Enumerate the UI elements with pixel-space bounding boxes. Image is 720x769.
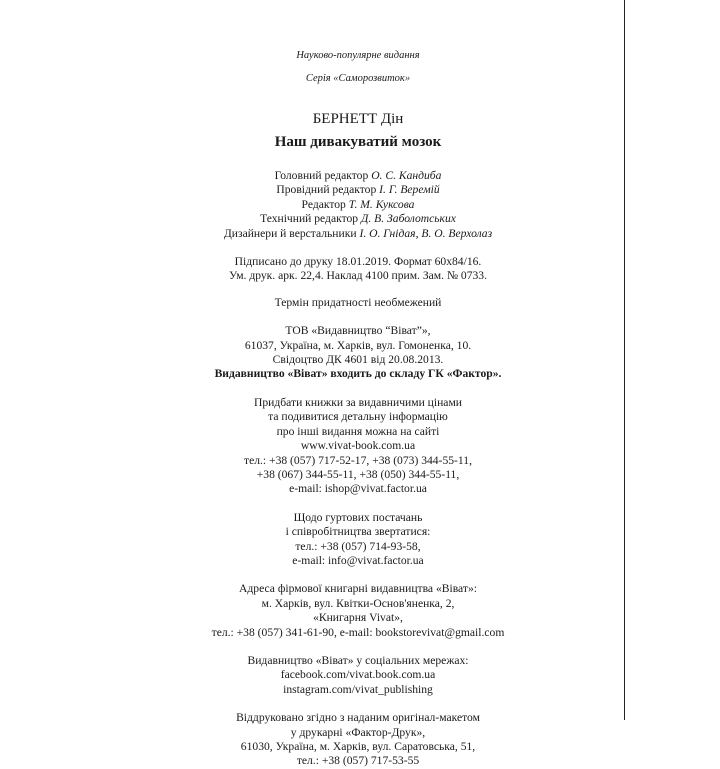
editor-line	[0, 169, 716, 183]
bookstore-name: «Книгарня Vivat»,	[313, 611, 403, 625]
instagram-link: instagram.com/vivat_publishing	[283, 682, 433, 696]
publisher-block	[0, 324, 716, 382]
facebook-link: facebook.com/vivat.book.com.ua	[280, 668, 436, 682]
printer-line: Віддруковано згідно з наданим оригінал-макетом	[236, 711, 480, 725]
editor-name: Т. М. Куксова	[348, 197, 415, 211]
printer-address: 61030, Україна, м. Харків, вул. Саратовська, 51,	[240, 740, 476, 753]
editor-name: О. С. Кандиба	[371, 169, 442, 182]
book-title: Наш дивакуватий мозок	[274, 134, 442, 150]
order-line: про інші видання можна на сайті	[276, 424, 440, 438]
order-line: Придбати книжки за видавничими цінами	[254, 395, 462, 409]
bookstore-address: м. Харків, вул. Квітки-Основ'яненка, 2,	[261, 596, 455, 610]
wholesale-line: і співробітництва звертатися:	[285, 525, 431, 539]
editor-name: І. Г. Веремій	[379, 183, 440, 197]
editor-role: Головний редактор	[274, 169, 372, 182]
order-phones: +38 (067) 344-55-11, +38 (050) 344-55-11,	[256, 467, 460, 481]
editor-line	[0, 183, 716, 197]
publisher-line: ТОВ «Видавництво “Віват”»,	[285, 324, 431, 338]
wholesale-block	[0, 511, 716, 569]
printer-line: у друкарні «Фактор-Друк»,	[290, 725, 426, 739]
order-email: e-mail: ishop@vivat.factor.ua	[289, 482, 427, 496]
social-heading: Видавництво «Віват» у соціальних мережах:	[247, 653, 469, 667]
order-website: www.vivat-book.com.ua	[300, 439, 416, 453]
bookstore-contacts: тел.: +38 (057) 341-61-90, e-mail: bookstorevivat@gmail.com	[211, 625, 505, 639]
wholesale-email: e-mail: info@vivat.factor.ua	[292, 553, 424, 567]
book-author: БЕРНЕТТ Дін	[312, 111, 404, 127]
editor-line	[0, 227, 716, 241]
social-media-block	[0, 654, 716, 697]
editor-line	[0, 198, 716, 212]
wholesale-phone: тел.: +38 (057) 714-93-58,	[295, 539, 421, 553]
bookstore-block	[0, 582, 716, 640]
shelf-life-block	[0, 296, 716, 310]
editor-line	[0, 212, 716, 226]
order-phones: тел.: +38 (057) 717-52-17, +38 (073) 344-55-11,	[244, 453, 472, 467]
editor-name: І. О. Гнідая, В. О. Верхолаз	[359, 226, 493, 240]
print-info-block	[0, 255, 716, 284]
print-info-line: Ум. друк. арк. 22,4. Наклад 4100 прим. Зам. № 0733.	[229, 269, 487, 283]
order-info-block	[0, 396, 716, 497]
printer-phone: тел.: +38 (057) 717-53-55	[296, 754, 420, 768]
publisher-line: Свідоцтво ДК 4601 від 20.08.2013.	[272, 353, 444, 367]
print-info-line: Підписано до друку 18.01.2019. Формат 60х84/16.	[234, 255, 482, 269]
editor-role: Провідний редактор	[276, 183, 380, 197]
publication-type: Науково-популярне видання	[296, 50, 420, 61]
wholesale-line: Щодо гуртових постачань	[293, 510, 423, 524]
publisher-group-line: Видавництво «Віват» входить до складу ГК «Фактор».	[214, 367, 502, 381]
shelf-life-text: Термін придатності необмежений	[274, 295, 442, 309]
publisher-line: 61037, Україна, м. Харків, вул. Гомоненка, 10.	[244, 338, 472, 352]
imprint-content	[0, 48, 716, 769]
order-line: та подивитися детальну інформацію	[268, 410, 448, 424]
editor-role: Редактор	[301, 197, 349, 211]
editors-block	[0, 169, 716, 241]
editor-name: Д. В. Заболотських	[360, 212, 456, 226]
bookstore-line: Адреса фірмової книгарні видавництва «Віват»:	[239, 582, 477, 596]
series-name: Серія «Саморозвиток»	[305, 73, 411, 84]
editor-role: Технічний редактор	[260, 212, 361, 226]
editor-role: Дизайнери й верстальники	[223, 226, 360, 240]
